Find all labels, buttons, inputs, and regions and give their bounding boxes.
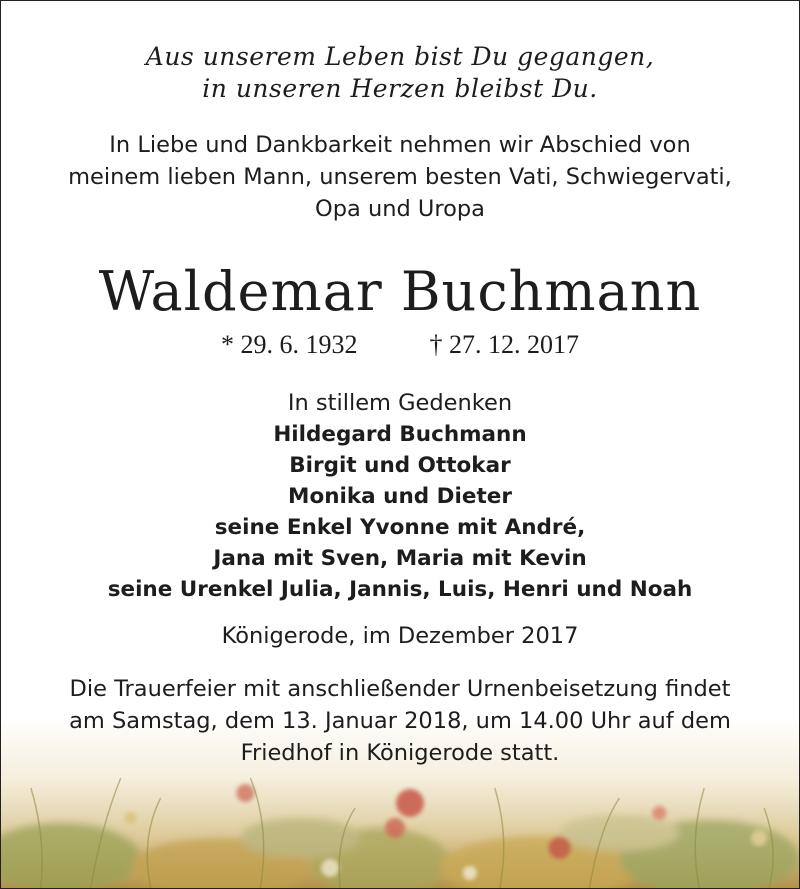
funeral-service-info	[1, 673, 799, 769]
motto-line-2: in unseren Herzen bleibst Du.	[202, 74, 598, 103]
mourners-block	[1, 388, 799, 605]
mourner-line: seine Enkel Yvonne mit André,	[214, 515, 586, 540]
deceased-name: Waldemar Buchmann	[98, 260, 702, 323]
place-and-date: Königerode, im Dezember 2017	[221, 623, 579, 649]
mourner-line: Hildegard Buchmann	[273, 422, 527, 447]
motto-verse	[1, 41, 799, 105]
service-line-3: Friedhof in Königerode statt.	[240, 740, 560, 766]
death-date: † 27. 12. 2017	[429, 330, 579, 359]
intro-line-3: Opa und Uropa	[315, 196, 485, 222]
service-line-2: am Samstag, dem 13. Januar 2018, um 14.00 Uhr auf dem	[69, 708, 731, 734]
life-dates	[1, 328, 799, 362]
mourners-heading: In stillem Gedenken	[287, 390, 513, 416]
mourner-line: Monika und Dieter	[288, 484, 512, 509]
intro-line-2: meinem lieben Mann, unserem besten Vati, Schwiegervati,	[68, 164, 732, 190]
birth-date: * 29. 6. 1932	[221, 330, 358, 359]
mourner-line: Birgit und Ottokar	[289, 453, 511, 478]
intro-text	[1, 129, 799, 225]
mourner-line: Jana mit Sven, Maria mit Kevin	[213, 546, 587, 571]
intro-line-1: In Liebe und Dankbarkeit nehmen wir Abschied von	[109, 132, 691, 158]
motto-line-1: Aus unserem Leben bist Du gegangen,	[145, 42, 655, 71]
service-line-1: Die Trauerfeier mit anschließender Urnenbeisetzung findet	[69, 676, 731, 702]
mourner-line: seine Urenkel Julia, Jannis, Luis, Henri und Noah	[107, 577, 693, 602]
